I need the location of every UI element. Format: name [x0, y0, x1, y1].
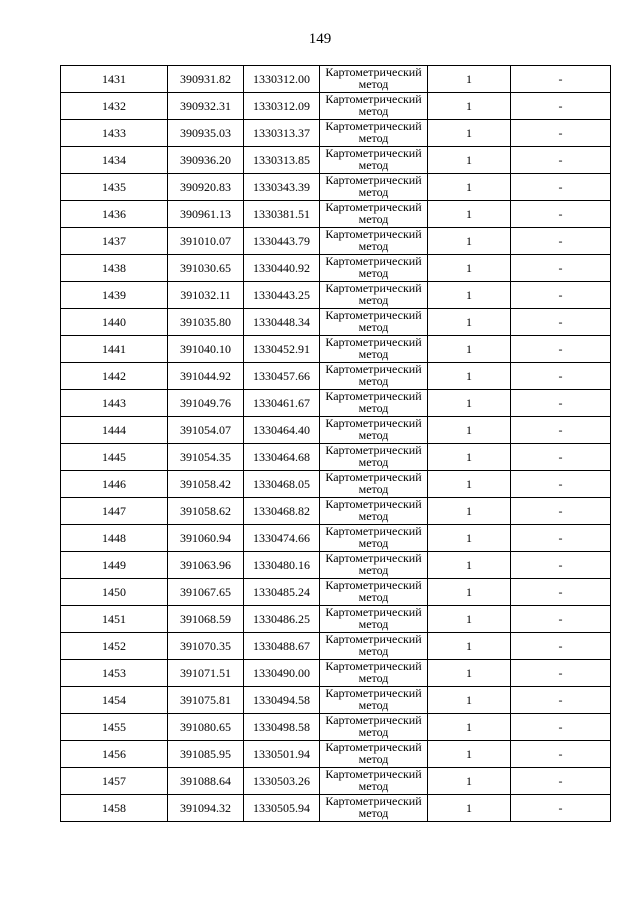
method-label-line1: Картометрический	[325, 254, 422, 268]
method-label-line2: метод	[358, 239, 389, 253]
y-coordinate-cell: 1330480.16	[244, 552, 320, 579]
method-cell	[320, 66, 428, 93]
x-coordinate-cell: 391063.96	[168, 552, 244, 579]
point-number-cell: 1442	[61, 363, 168, 390]
y-coordinate-cell: 1330486.25	[244, 606, 320, 633]
x-coordinate-cell: 390931.82	[168, 66, 244, 93]
y-coordinate-cell: 1330474.66	[244, 525, 320, 552]
method-label-line2: метод	[358, 293, 389, 307]
table-row	[61, 417, 611, 444]
point-number-cell: 1450	[61, 579, 168, 606]
method-label-line1: Картометрический	[325, 65, 422, 79]
point-number-cell: 1446	[61, 471, 168, 498]
table-row	[61, 795, 611, 822]
method-cell	[320, 741, 428, 768]
table-row	[61, 660, 611, 687]
point-number-cell: 1448	[61, 525, 168, 552]
table-row	[61, 66, 611, 93]
method-label-line2: метод	[358, 347, 389, 361]
table-row	[61, 633, 611, 660]
table-row	[61, 93, 611, 120]
point-number-cell: 1433	[61, 120, 168, 147]
method-cell	[320, 390, 428, 417]
y-coordinate-cell: 1330485.24	[244, 579, 320, 606]
y-coordinate-cell: 1330505.94	[244, 795, 320, 822]
method-label-line1: Картометрический	[325, 416, 422, 430]
method-label-line2: метод	[358, 698, 389, 712]
note-cell: -	[511, 147, 611, 174]
method-label-line1: Картометрический	[325, 389, 422, 403]
accuracy-cell: 1	[428, 309, 511, 336]
x-coordinate-cell: 391075.81	[168, 687, 244, 714]
y-coordinate-cell: 1330452.91	[244, 336, 320, 363]
method-label-line1: Картометрический	[325, 227, 422, 241]
y-coordinate-cell: 1330494.58	[244, 687, 320, 714]
method-label-line2: метод	[358, 482, 389, 496]
method-label-line2: метод	[358, 806, 389, 820]
x-coordinate-cell: 391058.42	[168, 471, 244, 498]
accuracy-cell: 1	[428, 633, 511, 660]
method-label-line2: метод	[358, 212, 389, 226]
x-coordinate-cell: 391067.65	[168, 579, 244, 606]
method-cell	[320, 525, 428, 552]
method-label-line2: метод	[358, 185, 389, 199]
method-cell	[320, 120, 428, 147]
accuracy-cell: 1	[428, 714, 511, 741]
method-cell	[320, 606, 428, 633]
method-label-line2: метод	[358, 725, 389, 739]
note-cell: -	[511, 120, 611, 147]
x-coordinate-cell: 390932.31	[168, 93, 244, 120]
point-number-cell: 1436	[61, 201, 168, 228]
method-cell	[320, 255, 428, 282]
note-cell: -	[511, 228, 611, 255]
method-label-line1: Картометрический	[325, 524, 422, 538]
method-cell	[320, 633, 428, 660]
x-coordinate-cell: 391049.76	[168, 390, 244, 417]
table-row	[61, 201, 611, 228]
note-cell: -	[511, 363, 611, 390]
accuracy-cell: 1	[428, 498, 511, 525]
point-number-cell: 1445	[61, 444, 168, 471]
table-row	[61, 147, 611, 174]
x-coordinate-cell: 391068.59	[168, 606, 244, 633]
method-label-line2: метод	[358, 131, 389, 145]
x-coordinate-cell: 390920.83	[168, 174, 244, 201]
point-number-cell: 1455	[61, 714, 168, 741]
method-label-line2: метод	[358, 455, 389, 469]
table-row	[61, 768, 611, 795]
note-cell: -	[511, 471, 611, 498]
table-row	[61, 390, 611, 417]
method-label-line1: Картометрический	[325, 200, 422, 214]
x-coordinate-cell: 391010.07	[168, 228, 244, 255]
accuracy-cell: 1	[428, 471, 511, 498]
note-cell: -	[511, 309, 611, 336]
table-body	[61, 66, 611, 822]
point-number-cell: 1453	[61, 660, 168, 687]
method-label-line1: Картометрический	[325, 146, 422, 160]
note-cell: -	[511, 93, 611, 120]
table-row	[61, 309, 611, 336]
method-label-line1: Картометрический	[325, 92, 422, 106]
method-label-line2: метод	[358, 509, 389, 523]
method-label-line2: метод	[358, 266, 389, 280]
accuracy-cell: 1	[428, 120, 511, 147]
y-coordinate-cell: 1330468.82	[244, 498, 320, 525]
table-row	[61, 228, 611, 255]
method-label-line1: Картометрический	[325, 443, 422, 457]
method-label-line2: метод	[358, 374, 389, 388]
method-cell	[320, 471, 428, 498]
x-coordinate-cell: 391040.10	[168, 336, 244, 363]
x-coordinate-cell: 391094.32	[168, 795, 244, 822]
method-cell	[320, 660, 428, 687]
method-label-line1: Картометрический	[325, 362, 422, 376]
accuracy-cell: 1	[428, 552, 511, 579]
accuracy-cell: 1	[428, 282, 511, 309]
coordinates-table	[60, 65, 611, 822]
accuracy-cell: 1	[428, 444, 511, 471]
point-number-cell: 1434	[61, 147, 168, 174]
y-coordinate-cell: 1330464.40	[244, 417, 320, 444]
method-cell	[320, 714, 428, 741]
accuracy-cell: 1	[428, 579, 511, 606]
point-number-cell: 1438	[61, 255, 168, 282]
note-cell: -	[511, 444, 611, 471]
method-label-line1: Картометрический	[325, 497, 422, 511]
note-cell: -	[511, 552, 611, 579]
method-label-line2: метод	[358, 536, 389, 550]
y-coordinate-cell: 1330343.39	[244, 174, 320, 201]
accuracy-cell: 1	[428, 255, 511, 282]
accuracy-cell: 1	[428, 363, 511, 390]
note-cell: -	[511, 606, 611, 633]
y-coordinate-cell: 1330443.79	[244, 228, 320, 255]
y-coordinate-cell: 1330312.09	[244, 93, 320, 120]
method-label-line2: метод	[358, 401, 389, 415]
method-cell	[320, 228, 428, 255]
method-label-line1: Картометрический	[325, 308, 422, 322]
note-cell: -	[511, 768, 611, 795]
point-number-cell: 1457	[61, 768, 168, 795]
method-cell	[320, 795, 428, 822]
note-cell: -	[511, 525, 611, 552]
y-coordinate-cell: 1330381.51	[244, 201, 320, 228]
x-coordinate-cell: 391070.35	[168, 633, 244, 660]
note-cell: -	[511, 633, 611, 660]
method-label-line1: Картометрический	[325, 632, 422, 646]
point-number-cell: 1458	[61, 795, 168, 822]
table-row	[61, 687, 611, 714]
x-coordinate-cell: 391032.11	[168, 282, 244, 309]
x-coordinate-cell: 391080.65	[168, 714, 244, 741]
accuracy-cell: 1	[428, 687, 511, 714]
table-row	[61, 336, 611, 363]
table-row	[61, 579, 611, 606]
table-row	[61, 525, 611, 552]
method-label-line1: Картометрический	[325, 578, 422, 592]
table-row	[61, 498, 611, 525]
method-label-line1: Картометрический	[325, 605, 422, 619]
method-cell	[320, 309, 428, 336]
y-coordinate-cell: 1330313.85	[244, 147, 320, 174]
table-row	[61, 714, 611, 741]
method-cell	[320, 282, 428, 309]
table-row	[61, 741, 611, 768]
point-number-cell: 1452	[61, 633, 168, 660]
y-coordinate-cell: 1330490.00	[244, 660, 320, 687]
y-coordinate-cell: 1330503.26	[244, 768, 320, 795]
accuracy-cell: 1	[428, 768, 511, 795]
method-cell	[320, 579, 428, 606]
note-cell: -	[511, 579, 611, 606]
point-number-cell: 1447	[61, 498, 168, 525]
point-number-cell: 1439	[61, 282, 168, 309]
method-label-line1: Картометрический	[325, 794, 422, 808]
method-label-line1: Картометрический	[325, 119, 422, 133]
table-row	[61, 174, 611, 201]
page-number: 149	[308, 31, 332, 47]
accuracy-cell: 1	[428, 741, 511, 768]
accuracy-cell: 1	[428, 174, 511, 201]
method-label-line2: метод	[358, 563, 389, 577]
x-coordinate-cell: 391088.64	[168, 768, 244, 795]
point-number-cell: 1435	[61, 174, 168, 201]
point-number-cell: 1431	[61, 66, 168, 93]
point-number-cell: 1443	[61, 390, 168, 417]
y-coordinate-cell: 1330461.67	[244, 390, 320, 417]
table-row	[61, 255, 611, 282]
method-cell	[320, 498, 428, 525]
table-row	[61, 120, 611, 147]
x-coordinate-cell: 391054.07	[168, 417, 244, 444]
method-cell	[320, 363, 428, 390]
method-label-line1: Картометрический	[325, 470, 422, 484]
point-number-cell: 1451	[61, 606, 168, 633]
note-cell: -	[511, 174, 611, 201]
method-cell	[320, 336, 428, 363]
table-row	[61, 363, 611, 390]
accuracy-cell: 1	[428, 417, 511, 444]
method-label-line2: метод	[358, 671, 389, 685]
point-number-cell: 1440	[61, 309, 168, 336]
y-coordinate-cell: 1330448.34	[244, 309, 320, 336]
note-cell: -	[511, 741, 611, 768]
x-coordinate-cell: 391071.51	[168, 660, 244, 687]
y-coordinate-cell: 1330464.68	[244, 444, 320, 471]
accuracy-cell: 1	[428, 201, 511, 228]
method-cell	[320, 147, 428, 174]
method-label-line2: метод	[358, 104, 389, 118]
method-label-line2: метод	[358, 617, 389, 631]
point-number-cell: 1437	[61, 228, 168, 255]
y-coordinate-cell: 1330313.37	[244, 120, 320, 147]
x-coordinate-cell: 390936.20	[168, 147, 244, 174]
x-coordinate-cell: 391085.95	[168, 741, 244, 768]
y-coordinate-cell: 1330501.94	[244, 741, 320, 768]
x-coordinate-cell: 391060.94	[168, 525, 244, 552]
note-cell: -	[511, 336, 611, 363]
x-coordinate-cell: 390935.03	[168, 120, 244, 147]
y-coordinate-cell: 1330443.25	[244, 282, 320, 309]
method-cell	[320, 93, 428, 120]
accuracy-cell: 1	[428, 147, 511, 174]
note-cell: -	[511, 498, 611, 525]
note-cell: -	[511, 66, 611, 93]
method-label-line2: метод	[358, 779, 389, 793]
note-cell: -	[511, 795, 611, 822]
method-label-line1: Картометрический	[325, 551, 422, 565]
point-number-cell: 1454	[61, 687, 168, 714]
note-cell: -	[511, 687, 611, 714]
note-cell: -	[511, 282, 611, 309]
method-cell	[320, 687, 428, 714]
method-cell	[320, 552, 428, 579]
y-coordinate-cell: 1330312.00	[244, 66, 320, 93]
y-coordinate-cell: 1330440.92	[244, 255, 320, 282]
method-cell	[320, 201, 428, 228]
method-label-line2: метод	[358, 320, 389, 334]
method-label-line1: Картометрический	[325, 335, 422, 349]
point-number-cell: 1432	[61, 93, 168, 120]
x-coordinate-cell: 390961.13	[168, 201, 244, 228]
point-number-cell: 1456	[61, 741, 168, 768]
note-cell: -	[511, 714, 611, 741]
method-label-line2: метод	[358, 752, 389, 766]
method-label-line2: метод	[358, 158, 389, 172]
accuracy-cell: 1	[428, 66, 511, 93]
x-coordinate-cell: 391044.92	[168, 363, 244, 390]
method-label-line1: Картометрический	[325, 659, 422, 673]
note-cell: -	[511, 255, 611, 282]
table-row	[61, 471, 611, 498]
note-cell: -	[511, 660, 611, 687]
accuracy-cell: 1	[428, 660, 511, 687]
point-number-cell: 1441	[61, 336, 168, 363]
method-label-line1: Картометрический	[325, 767, 422, 781]
method-cell	[320, 444, 428, 471]
note-cell: -	[511, 390, 611, 417]
table-row	[61, 282, 611, 309]
method-cell	[320, 768, 428, 795]
accuracy-cell: 1	[428, 390, 511, 417]
method-label-line2: метод	[358, 77, 389, 91]
note-cell: -	[511, 417, 611, 444]
method-label-line1: Картометрический	[325, 173, 422, 187]
table-row	[61, 444, 611, 471]
x-coordinate-cell: 391058.62	[168, 498, 244, 525]
x-coordinate-cell: 391054.35	[168, 444, 244, 471]
method-label-line2: метод	[358, 590, 389, 604]
table-row	[61, 606, 611, 633]
method-label-line1: Картометрический	[325, 713, 422, 727]
accuracy-cell: 1	[428, 228, 511, 255]
accuracy-cell: 1	[428, 606, 511, 633]
y-coordinate-cell: 1330468.05	[244, 471, 320, 498]
method-cell	[320, 174, 428, 201]
accuracy-cell: 1	[428, 93, 511, 120]
method-label-line2: метод	[358, 428, 389, 442]
method-label-line2: метод	[358, 644, 389, 658]
x-coordinate-cell: 391035.80	[168, 309, 244, 336]
point-number-cell: 1449	[61, 552, 168, 579]
y-coordinate-cell: 1330498.58	[244, 714, 320, 741]
note-cell: -	[511, 201, 611, 228]
method-label-line1: Картометрический	[325, 740, 422, 754]
accuracy-cell: 1	[428, 525, 511, 552]
y-coordinate-cell: 1330457.66	[244, 363, 320, 390]
accuracy-cell: 1	[428, 336, 511, 363]
point-number-cell: 1444	[61, 417, 168, 444]
accuracy-cell: 1	[428, 795, 511, 822]
method-label-line1: Картометрический	[325, 686, 422, 700]
table-row	[61, 552, 611, 579]
method-label-line1: Картометрический	[325, 281, 422, 295]
method-cell	[320, 417, 428, 444]
x-coordinate-cell: 391030.65	[168, 255, 244, 282]
y-coordinate-cell: 1330488.67	[244, 633, 320, 660]
